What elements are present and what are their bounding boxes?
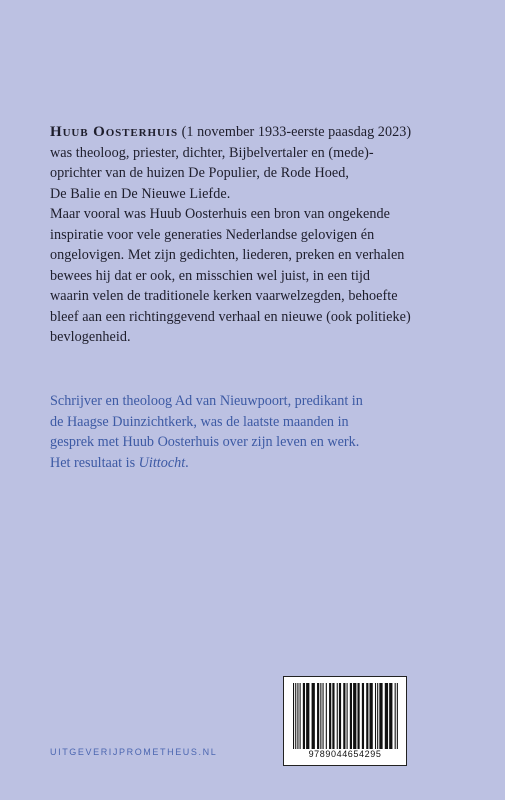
barcode-bar (353, 683, 356, 749)
barcode-bar (329, 683, 331, 749)
barcode (283, 676, 407, 766)
barcode-bar (357, 683, 359, 749)
barcode-bar (326, 683, 327, 749)
bio-paragraph (50, 122, 470, 348)
bio-line: ongelovigen. Met zijn gedichten, liederen, preken en verhalen (50, 247, 405, 263)
barcode-bar (303, 683, 305, 749)
barcode-bar (347, 683, 348, 749)
blurb-last-line (50, 453, 470, 474)
barcode-bar (320, 683, 321, 749)
bio-line: bleef aan een richtinggevend verhaal en nieuwe (ook politieke) (50, 308, 411, 325)
bio-line: waarin velen de traditionele kerken vaarwelzegden, behoefte (50, 288, 398, 304)
bio-line: inspiratie voor vele generaties Nederlandse gelovigen én (50, 226, 375, 243)
barcode-bar (306, 683, 309, 749)
barcode-bar (369, 683, 372, 749)
bio-line: Maar vooral was Huub Oosterhuis een bron van ongekende (50, 206, 390, 222)
blurb-result-suffix: . (185, 454, 189, 471)
barcode-bar (295, 683, 296, 749)
barcode-bar (297, 683, 298, 749)
isbn-number: 9789044654295 (308, 749, 382, 759)
bio-line: bevlogenheid. (50, 329, 131, 345)
barcode-bar (366, 683, 368, 749)
barcode-bar (389, 683, 392, 749)
barcode-bar (375, 683, 376, 749)
author-bio (50, 122, 470, 348)
barcode-bar (379, 683, 382, 749)
blurb-line: gesprek met Huub Oosterhuis over zijn leven en werk. (50, 434, 360, 450)
barcode-bar (343, 683, 345, 749)
barcode-bar (339, 683, 341, 749)
bio-line: De Balie en De Nieuwe Liefde. (50, 185, 231, 202)
bio-line: oprichter van de huizen De Populier, de Rode Hoed, (50, 165, 349, 181)
book-title: Uittocht (138, 454, 186, 471)
bio-line: bewees hij dat er ook, en misschien wel juist, in een tijd (50, 267, 371, 284)
barcode-bar (350, 683, 352, 749)
barcode-bar (312, 683, 315, 749)
barcode-bar (362, 683, 364, 749)
author-name: Huub Oosterhuis (50, 124, 178, 140)
author-dates: (1 november 1933-eerste paasdag 2023) (178, 124, 412, 140)
barcode-bar (300, 683, 301, 749)
bio-line: was theoloog, priester, dichter, Bijbelvertaler en (mede)- (50, 144, 374, 161)
barcode-bars (292, 683, 400, 749)
barcode-bar (317, 683, 319, 749)
barcode-bar (395, 683, 396, 749)
publisher-url[interactable]: UITGEVERIJPROMETHEUS.NL (50, 747, 218, 757)
barcode-bar (293, 683, 294, 749)
blurb-line: Schrijver en theoloog Ad van Nieuwpoort, predikant in (50, 393, 363, 409)
barcode-bar (337, 683, 338, 749)
barcode-bar (377, 683, 378, 749)
blurb-line: de Haagse Duinzichtkerk, was de laatste maanden in (50, 413, 349, 430)
barcode-bar (332, 683, 334, 749)
barcode-bar (397, 683, 398, 749)
barcode-bar (385, 683, 388, 749)
barcode-bar (323, 683, 324, 749)
bio-line-1 (50, 122, 470, 143)
book-blurb (50, 391, 470, 473)
blurb-result-prefix: Het resultaat is (50, 454, 139, 471)
